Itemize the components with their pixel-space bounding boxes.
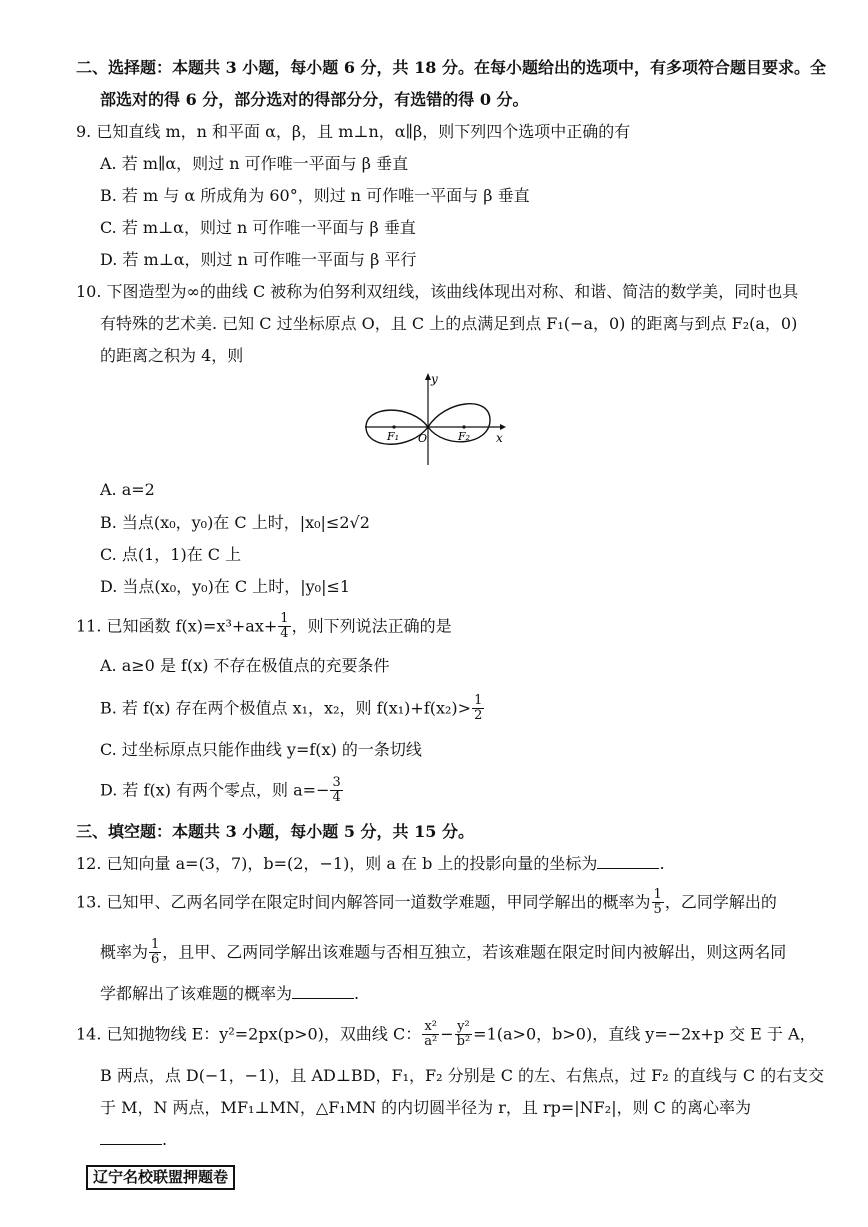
q9-option-a: A. 若 m∥α，则过 n 可作唯一平面与 β 垂直 xyxy=(100,154,409,173)
q11-option-b-fraction xyxy=(472,694,484,724)
q10-option-c: C. 点(1，1)在 C 上 xyxy=(100,545,242,564)
q11-frac-num: 1 xyxy=(280,611,289,626)
q12-stem: 12. 已知向量 a=(3，7)，b=(2，−1)，则 a 在 b 上的投影向量的坐标为 xyxy=(76,854,598,873)
q11-option-a: A. a≥0 是 f(x) 不存在极值点的充要条件 xyxy=(100,656,390,675)
lemniscate-figure xyxy=(360,370,510,470)
q14-line2: B 两点，点 D(−1，−1)，且 AD⊥BD，F₁，F₂ 分别是 C 的左、右焦点，过 F₂ 的直线与 C 的右支交 xyxy=(100,1066,825,1085)
f1-label: F₁ xyxy=(387,430,400,443)
q11-stem-prefix: 11. 已知函数 f(x)=x³+ax+ xyxy=(76,616,278,636)
q10-stem-line1: 10. 下图造型为∞的曲线 C 被称为伯努利双纽线，该曲线体现出对称、和谐、简洁的数学美，同时也具 xyxy=(76,282,799,301)
focus-f2-point xyxy=(462,425,465,428)
q11-option-d-prefix: D. 若 f(x) 有两个零点，则 a=− xyxy=(100,780,330,800)
q10-option-b: B. 当点(x₀，y₀)在 C 上时，|x₀|≤2√2 xyxy=(100,513,370,532)
q13-line3-text: 学都解出了该难题的概率为 xyxy=(100,984,293,1003)
q10-stem-line2: 有特殊的艺术美. 已知 C 过坐标原点 O，且 C 上的点满足到点 F₁(−a，0) 的距离与到点 F₂(a，0) xyxy=(100,314,798,333)
q13-prob-yi xyxy=(149,938,161,968)
q11-stem xyxy=(76,612,808,642)
q14-line1 xyxy=(76,1019,816,1050)
q13-line1-suffix: ，乙同学解出的 xyxy=(664,892,777,912)
section3-heading: 三、填空题：本题共 3 小题，每小题 5 分，共 15 分。 xyxy=(76,822,474,841)
q14-minus: − xyxy=(440,1024,454,1044)
q11-optd-den: 4 xyxy=(332,790,341,806)
q14-frac-x xyxy=(422,1020,439,1050)
q14-line3: 于 M，N 两点，MF₁⊥MN，△F₁MN 的内切圆半径为 r，且 rp=|NF₂|，则 C 的离心率为 xyxy=(100,1098,752,1117)
q10-option-d: D. 当点(x₀，y₀)在 C 上时，|y₀|≤1 xyxy=(100,577,351,596)
q11-option-b xyxy=(100,694,808,724)
q9-option-d: D. 若 m⊥α，则过 n 可作唯一平面与 β 平行 xyxy=(100,250,417,269)
q14-b2: b² xyxy=(456,1034,471,1050)
q11-option-c: C. 过坐标原点只能作曲线 y=f(x) 的一条切线 xyxy=(100,740,422,759)
q9-stem: 9. 已知直线 m，n 和平面 α，β，且 m⊥n，α∥β，则下列四个选项中正确的有 xyxy=(76,122,631,141)
q11-optb-num: 1 xyxy=(474,693,483,708)
q11-option-b-prefix: B. 若 f(x) 存在两个极值点 x₁，x₂，则 f(x₁)+f(x₂)> xyxy=(100,698,472,718)
q11-stem-suffix: ，则下列说法正确的是 xyxy=(291,616,452,636)
q13-line2-suffix: ，且甲、乙两同学解出该难题与否相互独立，若该难题在限定时间内被解出，则这两名同 xyxy=(162,942,787,962)
q11-option-d xyxy=(100,776,808,806)
q13-line2-prefix: 概率为 xyxy=(100,942,149,962)
q14-line1-suffix: =1(a>0，b>0)，直线 y=−2x+p 交 E 于 A， xyxy=(473,1024,816,1044)
q13-prob-jia xyxy=(652,888,664,918)
q14-end: . xyxy=(162,1130,168,1149)
q11-frac-den: 4 xyxy=(280,626,289,642)
focus-f1-point xyxy=(392,425,395,428)
q14-a2: a² xyxy=(424,1034,438,1050)
q13-p2-num: 1 xyxy=(151,937,160,952)
q9-option-b: B. 若 m 与 α 所成角为 60°，则过 n 可作唯一平面与 β 垂直 xyxy=(100,186,530,205)
q11-stem-fraction xyxy=(278,612,290,642)
origin-label: O xyxy=(418,432,428,445)
q9-option-c: C. 若 m⊥α，则过 n 可作唯一平面与 β 垂直 xyxy=(100,218,416,237)
section2-heading-line2: 部选对的得 6 分，部分选对的得部分分，有选错的得 0 分。 xyxy=(100,90,529,109)
q14-frac-y xyxy=(455,1020,473,1050)
q13-p2-den: 6 xyxy=(151,952,160,968)
q14-line4 xyxy=(100,1130,808,1150)
q13-end: . xyxy=(354,984,360,1003)
lemniscate-svg xyxy=(360,370,510,470)
section2-heading-line1: 二、选择题：本题共 3 小题，每小题 6 分，共 18 分。在每小题给出的选项中，有多项符合题目要求。全 xyxy=(76,58,826,77)
q13-p1-den: 5 xyxy=(653,902,662,918)
q13-line2 xyxy=(100,938,808,968)
x-axis-arrow xyxy=(500,424,506,430)
q13-p1-num: 1 xyxy=(653,887,662,902)
q14-y2: y² xyxy=(455,1020,473,1035)
q14-line1-prefix: 14. 已知抛物线 E：y²=2px(p>0)，双曲线 C： xyxy=(76,1024,422,1044)
q13-answer-blank xyxy=(292,984,354,999)
q11-optd-num: 3 xyxy=(332,775,341,790)
y-axis-label: y xyxy=(431,372,438,386)
footer-label: 辽宁名校联盟押题卷 xyxy=(86,1165,235,1190)
q14-answer-blank xyxy=(100,1130,162,1145)
q12-answer-blank xyxy=(597,854,659,869)
q12-text xyxy=(76,854,808,874)
q14-x2: x² xyxy=(422,1020,439,1035)
q13-line1 xyxy=(76,888,808,918)
q12-end: . xyxy=(659,854,665,873)
x-axis-label: x xyxy=(496,431,503,445)
q10-option-a: A. a=2 xyxy=(100,480,155,499)
q10-stem-line3: 的距离之积为 4，则 xyxy=(100,346,244,365)
f2-label: F₂ xyxy=(458,430,471,443)
q11-option-d-fraction xyxy=(330,776,342,806)
q13-line3 xyxy=(100,984,808,1004)
q11-optb-den: 2 xyxy=(474,708,483,724)
q13-line1-prefix: 13. 已知甲、乙两名同学在限定时间内解答同一道数学难题，甲同学解出的概率为 xyxy=(76,892,651,912)
